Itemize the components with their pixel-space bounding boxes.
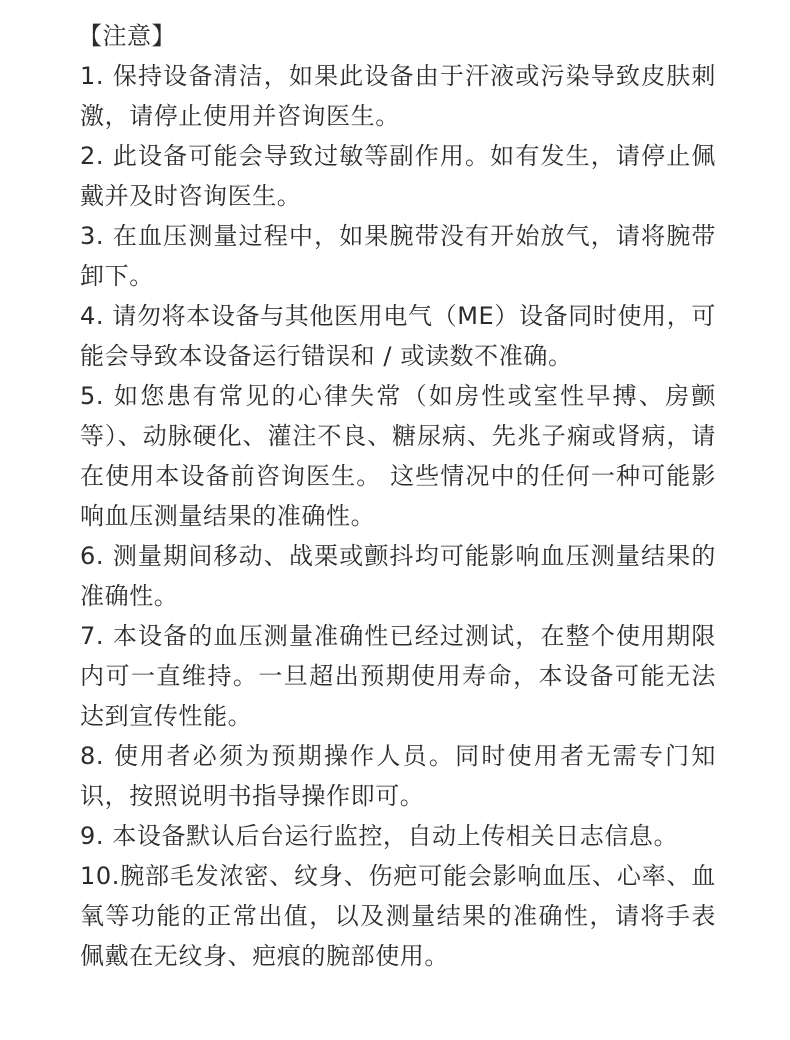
notice-item-1: 1. 保持设备清洁，如果此设备由于汗液或污染导致皮肤刺激，请停止使用并咨询医生。 bbox=[80, 62, 716, 130]
notice-item-7: 7. 本设备的血压测量准确性已经过测试，在整个使用期限内可一直维持。一旦超出预期使用寿命，本设备可能无法达到宣传性能。 bbox=[80, 622, 716, 730]
notice-item-3: 3. 在血压测量过程中，如果腕带没有开始放气，请将腕带卸下。 bbox=[80, 222, 716, 290]
notice-item-8: 8. 使用者必须为预期操作人员。同时使用者无需专门知识，按照说明书指导操作即可。 bbox=[80, 742, 716, 810]
notice-title: 【注意】 bbox=[78, 22, 176, 50]
notice-item-5: 5. 如您患有常见的心律失常（如房性或室性早搏、房颤等）、动脉硬化、灌注不良、糖尿病、先兆子痫或肾病，请在使用本设备前咨询医生。 这些情况中的任何一种可能影响血压测量结果的准确性。 bbox=[80, 382, 716, 530]
notice-item-4: 4. 请勿将本设备与其他医用电气（ME）设备同时使用，可能会导致本设备运行错误和 / 或读数不准确。 bbox=[80, 302, 716, 370]
notice-section bbox=[80, 16, 716, 976]
notice-item-6: 6. 测量期间移动、战栗或颤抖均可能影响血压测量结果的准确性。 bbox=[80, 542, 716, 610]
notice-list bbox=[80, 56, 716, 976]
notice-item-9: 9. 本设备默认后台运行监控，自动上传相关日志信息。 bbox=[80, 822, 679, 850]
notice-item-2: 2. 此设备可能会导致过敏等副作用。如有发生，请停止佩戴并及时咨询医生。 bbox=[80, 142, 716, 210]
notice-item-10: 10.腕部毛发浓密、纹身、伤疤可能会影响血压、心率、血氧等功能的正常出值，以及测量结果的准确性，请将手表佩戴在无纹身、疤痕的腕部使用。 bbox=[80, 862, 716, 970]
